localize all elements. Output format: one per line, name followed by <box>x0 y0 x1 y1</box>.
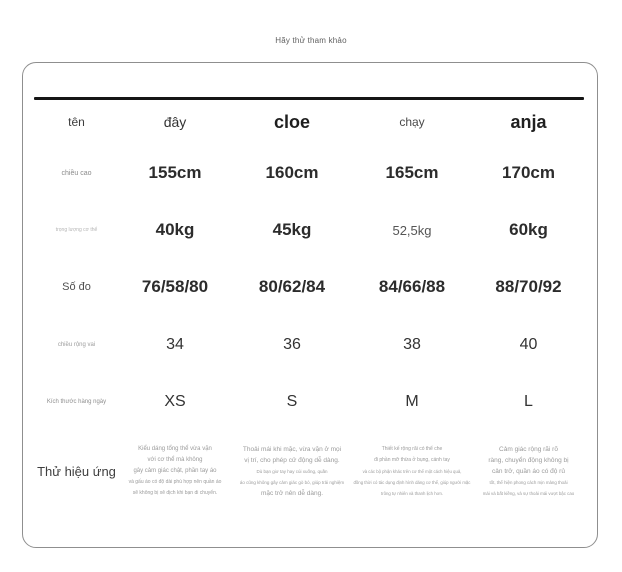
fit-effect-line: gây cảm giác chật, phần tay áo <box>133 467 217 474</box>
fit-effect-line: ràng, chuyển động không bị <box>488 456 569 464</box>
row-label-daily-size: Kích thước hàng ngày <box>46 399 107 405</box>
fit-effect-line: cản trở, quần áo có độ rủ <box>492 467 565 475</box>
size-table <box>34 100 586 512</box>
fit-effect-line: Dù bạn giơ tay hay cúi xuống, quần <box>256 468 328 474</box>
size-chart-card <box>22 62 598 548</box>
table-row-shoulder-width <box>34 316 586 374</box>
height-value: 155cm <box>148 163 202 182</box>
weight-value: 40kg <box>155 220 195 239</box>
measurement-value: 80/62/84 <box>258 277 326 296</box>
reference-note: Hãy thử tham khảo <box>275 36 347 45</box>
fit-effect-line: trông tự nhiên và thanh lịch hơn. <box>380 490 444 496</box>
fit-effect-line: áo cũng không gây cảm giác gò bó, giúp trải nghiệm <box>239 479 345 485</box>
measurement-value: 84/66/88 <box>378 277 446 296</box>
fit-effect-line: tốt, thể hiện phong cách mịn màng thoải <box>489 479 568 485</box>
header-model-chay: chạy <box>399 115 425 129</box>
fit-effect-line: Cảm giác rộng rãi rõ <box>499 445 558 453</box>
height-value: 165cm <box>385 163 439 182</box>
size-value: XS <box>164 393 186 410</box>
fit-effect-line: Thiết kế rộng rãi có thể che <box>381 445 443 452</box>
row-label-height: chiều cao <box>61 169 92 177</box>
measurement-value: 88/70/92 <box>495 277 562 296</box>
header-model-day: đây <box>163 114 187 130</box>
shoulder-value: 38 <box>403 336 421 353</box>
fit-effect-line: sẽ không bị xê dịch khi bạn di chuyển. <box>132 489 218 496</box>
table-row-height <box>34 144 586 202</box>
row-label-shoulder-width: chiều rộng vai <box>57 342 96 348</box>
fit-effect-line: mái và bất kiềng, và sự thoải mái vượt bậc cao <box>482 490 575 496</box>
fit-effect-line: Thoải mái khi mặc, vừa vặn ở mọi <box>242 445 342 453</box>
fit-effect-description <box>119 444 231 499</box>
table-row-weight <box>34 202 586 258</box>
fit-effect-description <box>353 444 471 499</box>
fit-effect-description <box>231 444 353 499</box>
table-row-daily-size <box>34 374 586 430</box>
fit-effect-line: và các bộ phận khác trên cơ thể một cách hiệu quả, <box>362 468 462 474</box>
fit-effect-line: đi phần mỡ thừa ở bụng, cánh tay <box>374 456 450 463</box>
height-value: 170cm <box>502 163 555 182</box>
fit-effect-line: đồng thời có tác dụng định hình dáng cơ thể, giúp người mặc <box>353 479 471 485</box>
weight-value: 52,5kg <box>392 222 432 238</box>
weight-value: 60kg <box>509 220 548 239</box>
header-name: tên <box>68 115 85 129</box>
fit-effect-line: và gấu áo có độ dài phù hợp nên quần áo <box>128 478 222 485</box>
size-value: S <box>286 393 298 410</box>
table-row-measurements <box>34 258 586 316</box>
table-row-fit-effect <box>34 430 586 512</box>
shoulder-value: 40 <box>519 336 538 353</box>
fit-effect-line: mặc trở nên dễ dàng. <box>260 489 324 497</box>
fit-effect-line: với cơ thể mà không <box>147 456 203 463</box>
row-label-measurements: Số đo <box>62 281 91 293</box>
row-label-weight: trọng lượng cơ thể <box>55 227 98 233</box>
row-label-fit-effect: Thử hiệu ứng <box>37 463 116 479</box>
measurement-value: 76/58/80 <box>141 277 209 296</box>
shoulder-value: 36 <box>283 336 301 353</box>
table-header-row <box>34 100 586 144</box>
weight-value: 45kg <box>272 220 312 239</box>
size-value: M <box>405 393 419 410</box>
fit-effect-line: vị trí, cho phép cử động dễ dàng. <box>244 456 340 464</box>
fit-effect-line: Kiểu dáng tổng thể vừa vặn <box>138 445 212 452</box>
height-value: 160cm <box>265 163 319 182</box>
size-value: L <box>524 393 533 410</box>
shoulder-value: 34 <box>166 336 184 353</box>
fit-effect-description <box>471 444 586 499</box>
header-model-anja: anja <box>510 111 547 132</box>
header-model-cloe: cloe <box>273 111 311 132</box>
